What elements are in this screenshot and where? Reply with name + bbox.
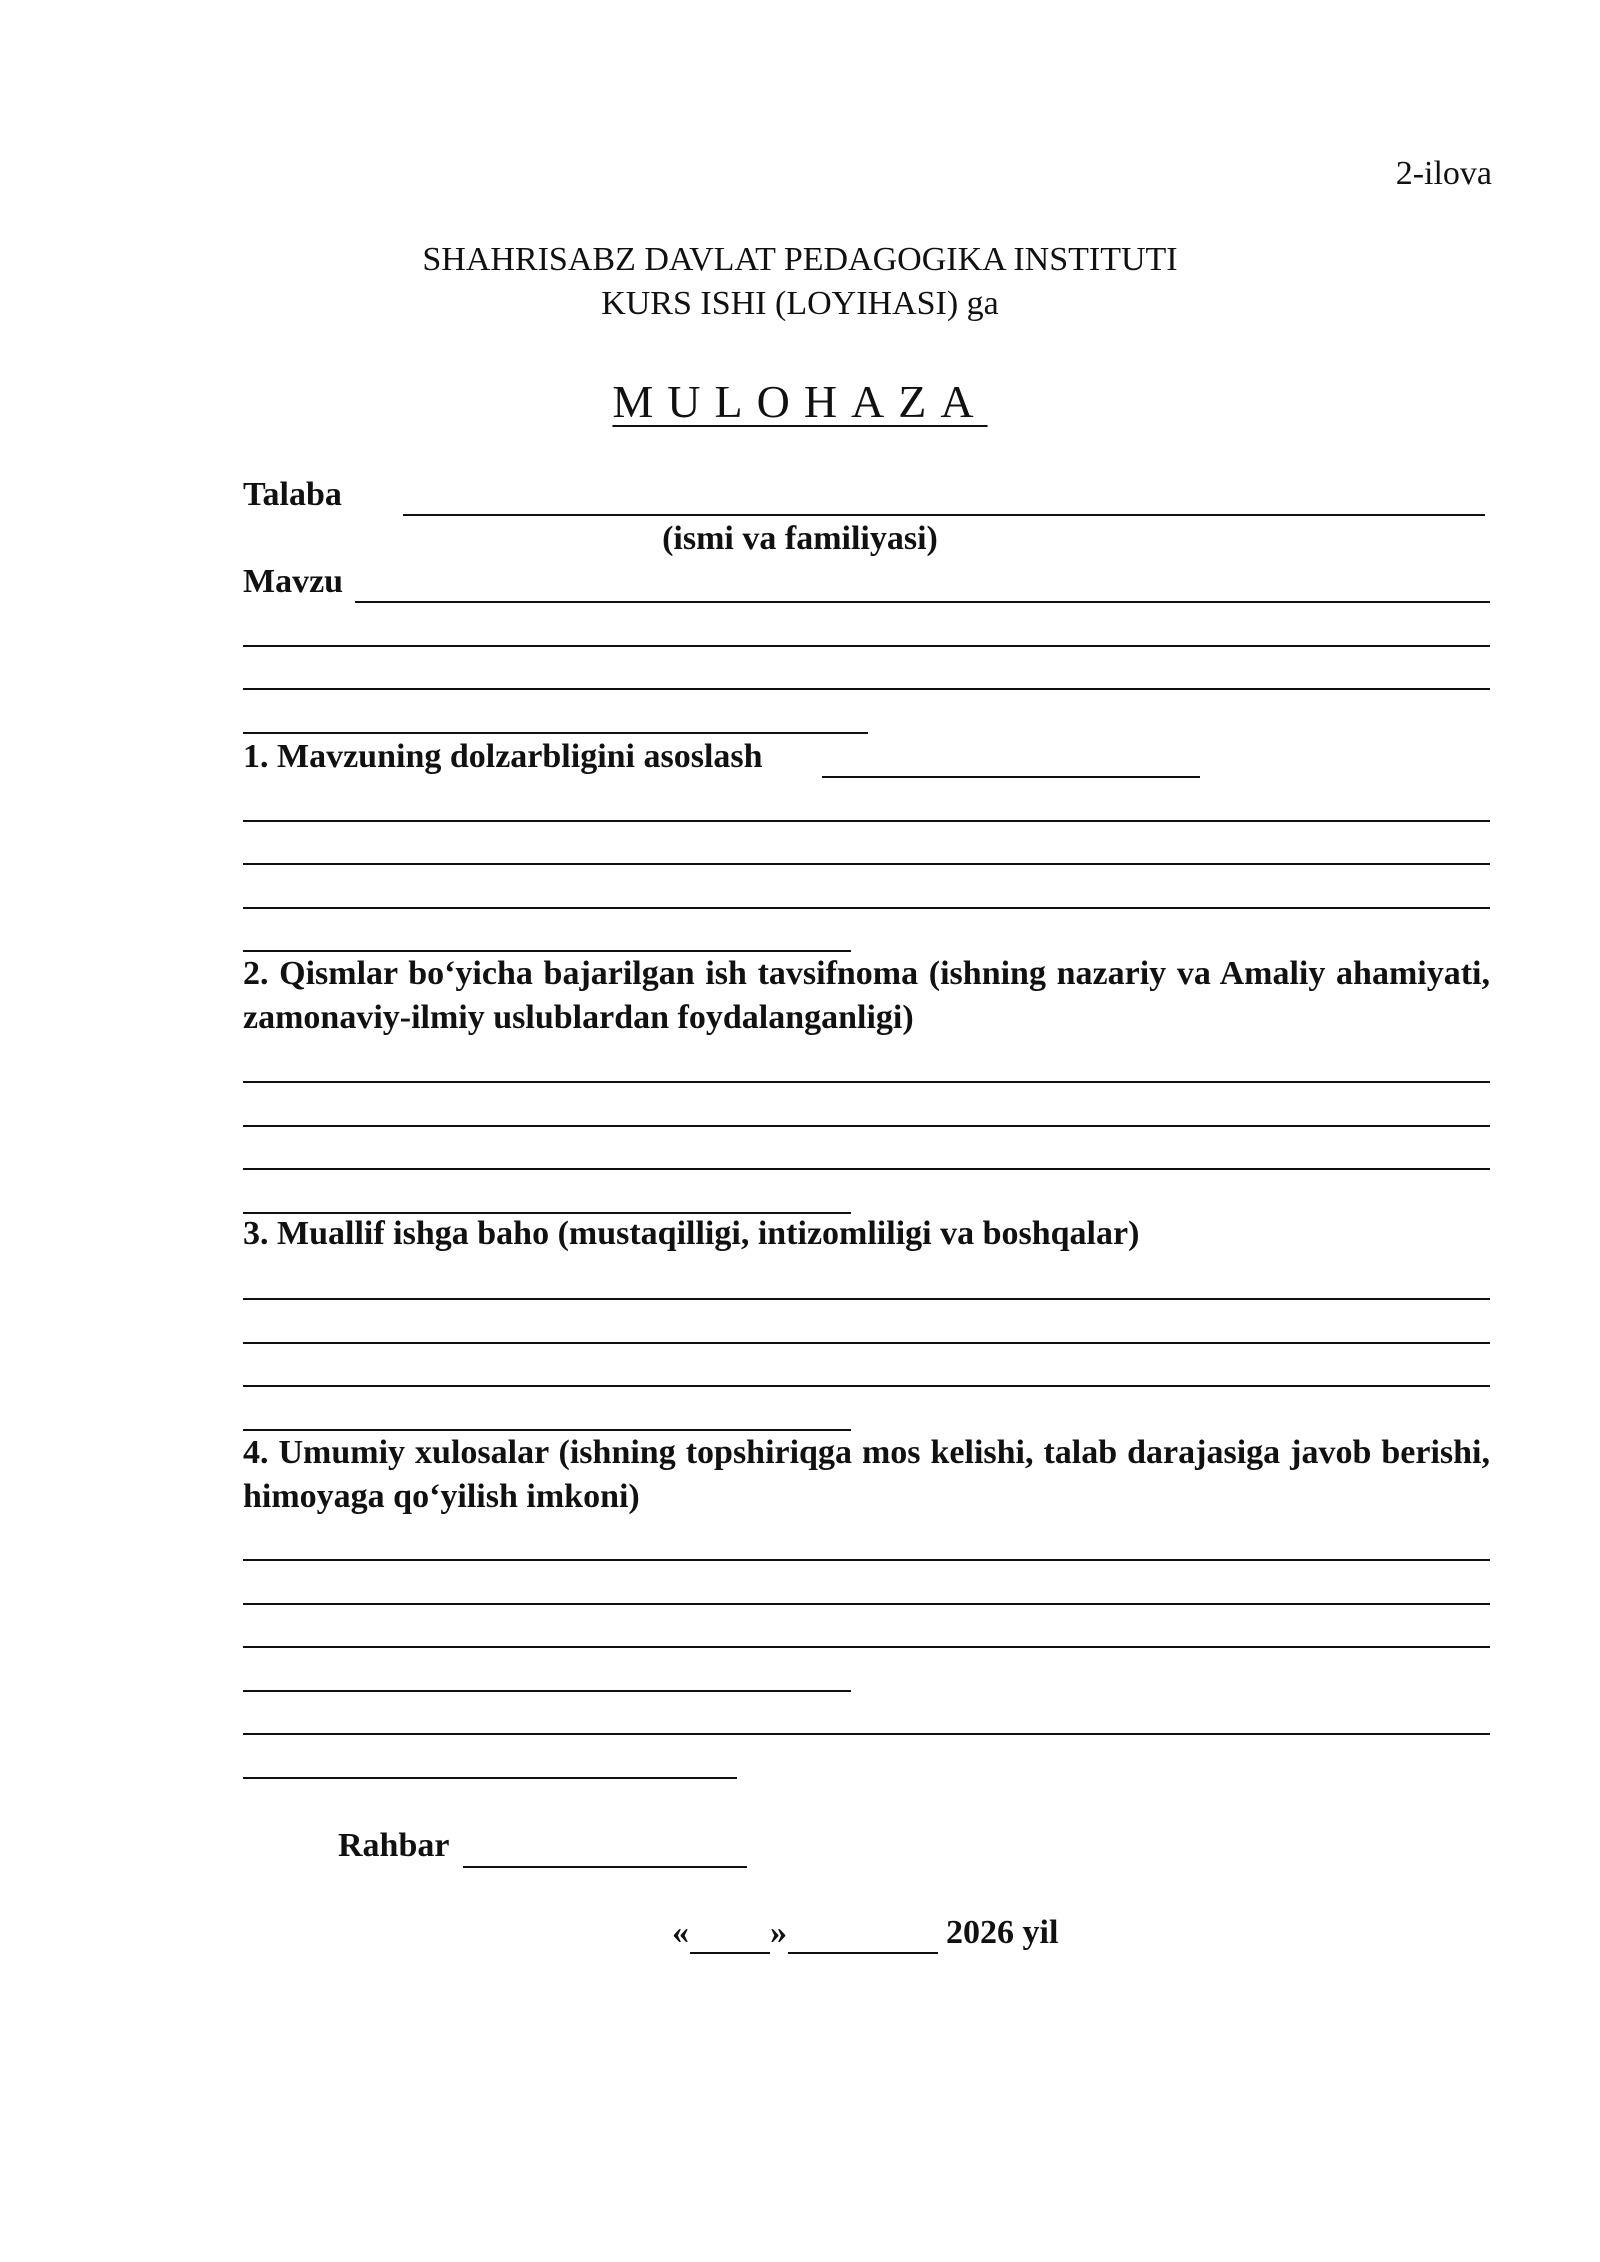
document-subtitle: KURS ISHI (LOYIHASI) ga <box>601 285 999 322</box>
section-1-line[interactable] <box>822 776 1200 778</box>
section-4-line[interactable] <box>243 1603 1490 1605</box>
section-2-line[interactable] <box>243 1081 1490 1083</box>
supervisor-signature-line[interactable] <box>463 1866 747 1868</box>
annex-number: 2-ilova <box>1395 155 1492 192</box>
student-hint: (ismi va familiyasi) <box>662 520 938 557</box>
section-2-line[interactable] <box>243 1212 851 1214</box>
student-label: Talaba <box>243 476 342 513</box>
section-4-line[interactable] <box>243 1690 851 1692</box>
section-2-line[interactable] <box>243 1168 1490 1170</box>
topic-line[interactable] <box>243 732 868 734</box>
page-title: MULOHAZA <box>612 376 988 427</box>
section-2-heading: 2. Qismlar bo‘yicha bajarilgan ish tavsifnoma (ishning nazariy va Amaliy ahamiyati, zamonaviy-ilmiy uslublardan foydalanganligi) <box>243 955 1490 1036</box>
section-1-line[interactable] <box>243 820 1490 822</box>
section-1-line[interactable] <box>243 907 1490 909</box>
date-year: 2026 yil <box>946 1914 1059 1951</box>
date-close-quote: » <box>770 1914 787 1951</box>
section-1-heading: 1. Mavzuning dolzarbligini asoslash <box>243 738 763 775</box>
date-day-line[interactable] <box>690 1952 770 1954</box>
section-3-line[interactable] <box>243 1385 1490 1387</box>
student-name-line[interactable] <box>403 514 1485 516</box>
topic-line[interactable] <box>243 645 1490 647</box>
date-open-quote: « <box>672 1914 689 1951</box>
section-3-line[interactable] <box>243 1342 1490 1344</box>
section-1-line[interactable] <box>243 863 1490 865</box>
section-3-heading: 3. Muallif ishga baho (mustaqilligi, intizomliligi va boshqalar) <box>243 1215 1140 1252</box>
section-4-line[interactable] <box>243 1733 1490 1735</box>
section-4-line[interactable] <box>243 1646 1490 1648</box>
topic-label: Mavzu <box>243 563 344 600</box>
section-4-line[interactable] <box>243 1777 737 1779</box>
topic-line[interactable] <box>243 688 1490 690</box>
supervisor-label: Rahbar <box>338 1827 450 1864</box>
section-4-heading: 4. Umumiy xulosalar (ishning topshiriqga mos kelishi, talab darajasiga javob berishi, himoyaga qo‘yilish imkoni) <box>243 1434 1490 1515</box>
section-4-line[interactable] <box>243 1559 1490 1561</box>
section-3-line[interactable] <box>243 1298 1490 1300</box>
section-2-line[interactable] <box>243 1125 1490 1127</box>
date-month-line[interactable] <box>788 1952 938 1954</box>
institution-name: SHAHRISABZ DAVLAT PEDAGOGIKA INSTITUTI <box>422 241 1178 278</box>
topic-line[interactable] <box>355 601 1490 603</box>
